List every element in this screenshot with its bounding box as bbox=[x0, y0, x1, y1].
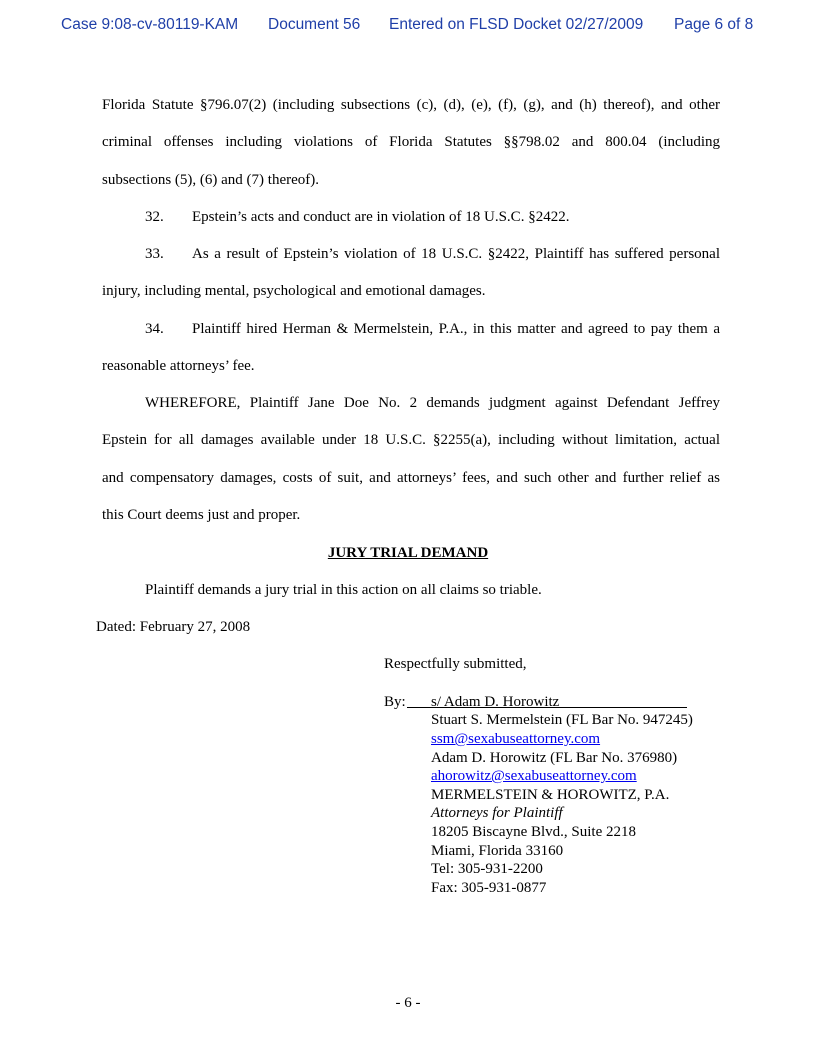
wherefore-line-1: WHEREFORE, Plaintiff Jane Doe No. 2 demands judgment against Defendant Jeffrey bbox=[145, 395, 720, 411]
paragraph-33-continued: injury, including mental, psychological and emotional damages. bbox=[102, 283, 486, 299]
paragraph-33-number: 33. bbox=[145, 246, 164, 262]
case-number: Case 9:08-cv-80119-KAM bbox=[61, 16, 239, 33]
attorney-email-2[interactable]: ahorowitz@sexabuseattorney.com bbox=[431, 768, 637, 784]
body-line-2: criminal offenses including violations of Florida Statutes §§798.02 and 800.04 (including bbox=[102, 134, 720, 150]
closing-line: Respectfully submitted, bbox=[384, 656, 527, 672]
wherefore-line-3: and compensatory damages, costs of suit, and attorneys’ fees, and such other and further relief as bbox=[102, 470, 720, 486]
paragraph-34-continued: reasonable attorneys’ fee. bbox=[102, 358, 255, 374]
by-label: By: bbox=[384, 694, 406, 710]
attorney-email-1[interactable]: ssm@sexabuseattorney.com bbox=[431, 731, 601, 747]
firm-address-2: Miami, Florida 33160 bbox=[431, 843, 564, 859]
paragraph-34-number: 34. bbox=[145, 321, 164, 337]
firm-address-1: 18205 Biscayne Blvd., Suite 2218 bbox=[431, 824, 636, 840]
paragraph-32-number: 32. bbox=[145, 209, 164, 225]
paragraph-32-text: Epstein’s acts and conduct are in violation of 18 U.S.C. §2422. bbox=[192, 209, 570, 225]
page-number: - 6 - bbox=[395, 995, 421, 1011]
jury-trial-heading: JURY TRIAL DEMAND bbox=[327, 545, 489, 561]
electronic-signature: s/ Adam D. Horowitz bbox=[431, 694, 560, 710]
telephone: Tel: 305-931-2200 bbox=[431, 861, 543, 877]
firm-name: MERMELSTEIN & HOROWITZ, P.A. bbox=[431, 787, 670, 803]
dated-line: Dated: February 27, 2008 bbox=[96, 619, 251, 635]
body-line-3: subsections (5), (6) and (7) thereof). bbox=[102, 172, 320, 188]
document-number: Document 56 bbox=[268, 16, 361, 33]
wherefore-line-4: this Court deems just and proper. bbox=[102, 507, 301, 523]
attorney-name-2: Adam D. Horowitz (FL Bar No. 376980) bbox=[431, 750, 678, 766]
wherefore-line-2: Epstein for all damages available under 18 U.S.C. §2255(a), including without limitation, actual bbox=[102, 432, 720, 448]
attorney-role: Attorneys for Plaintiff bbox=[431, 805, 563, 821]
fax: Fax: 305-931-0877 bbox=[431, 880, 547, 896]
jury-trial-text: Plaintiff demands a jury trial in this action on all claims so triable. bbox=[145, 582, 542, 598]
paragraph-34-text: Plaintiff hired Herman & Mermelstein, P.A., in this matter and agreed to pay them a bbox=[192, 321, 720, 337]
page-count: Page 6 of 8 bbox=[674, 16, 754, 33]
attorney-name-1: Stuart S. Mermelstein (FL Bar No. 947245) bbox=[431, 712, 693, 728]
body-line-1: Florida Statute §796.07(2) (including subsections (c), (d), (e), (f), (g), and (h) thereof), and other bbox=[102, 97, 720, 113]
paragraph-33-text: As a result of Epstein’s violation of 18 U.S.C. §2422, Plaintiff has suffered personal bbox=[192, 246, 720, 262]
entered-date: Entered on FLSD Docket 02/27/2009 bbox=[389, 16, 644, 33]
